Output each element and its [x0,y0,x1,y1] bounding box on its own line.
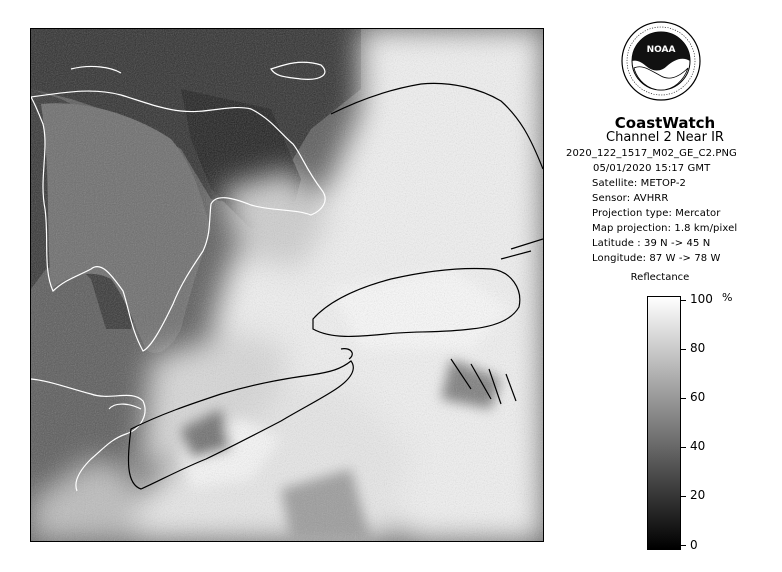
satellite-image [30,28,544,542]
colorbar-tick-label: 40 [690,439,706,453]
noaa-logo-text: NOAA [646,45,676,55]
colorbar-tick [681,398,686,399]
map-projection-label: Map projection: 1.8 km/pixel [592,223,738,234]
colorbar-tick-label: 80 [690,341,706,355]
colorbar-unit: % [722,291,733,304]
longitude-label: Longitude: 87 W -> 78 W [592,253,721,264]
sensor-label: Sensor: AVHRR [592,193,669,204]
colorbar-tick-label: 100 [690,292,713,306]
colorbar-tick [681,300,686,301]
colorbar-tick-label: 0 [690,538,698,552]
satellite-image-canvas [31,29,543,541]
projection-type-label: Projection type: Mercator [592,208,721,219]
image-datetime: 05/01/2020 15:17 GMT [593,163,711,174]
colorbar-tick [681,545,686,546]
colorbar-tick-label: 60 [690,390,706,404]
noaa-logo [620,20,702,102]
product-title: CoastWatch [614,114,716,132]
image-filename: 2020_122_1517_M02_GE_C2.PNG [566,148,737,159]
colorbar-tick-label: 20 [690,488,706,502]
colorbar-title: Reflectance [630,272,690,283]
colorbar-tick [681,496,686,497]
colorbar-tick [681,447,686,448]
reflectance-colorbar [647,296,681,550]
colorbar-tick [681,349,686,350]
satellite-label: Satellite: METOP-2 [592,178,687,189]
channel-subtitle: Channel 2 Near IR [606,130,724,145]
latitude-label: Latitude : 39 N -> 45 N [592,238,711,249]
